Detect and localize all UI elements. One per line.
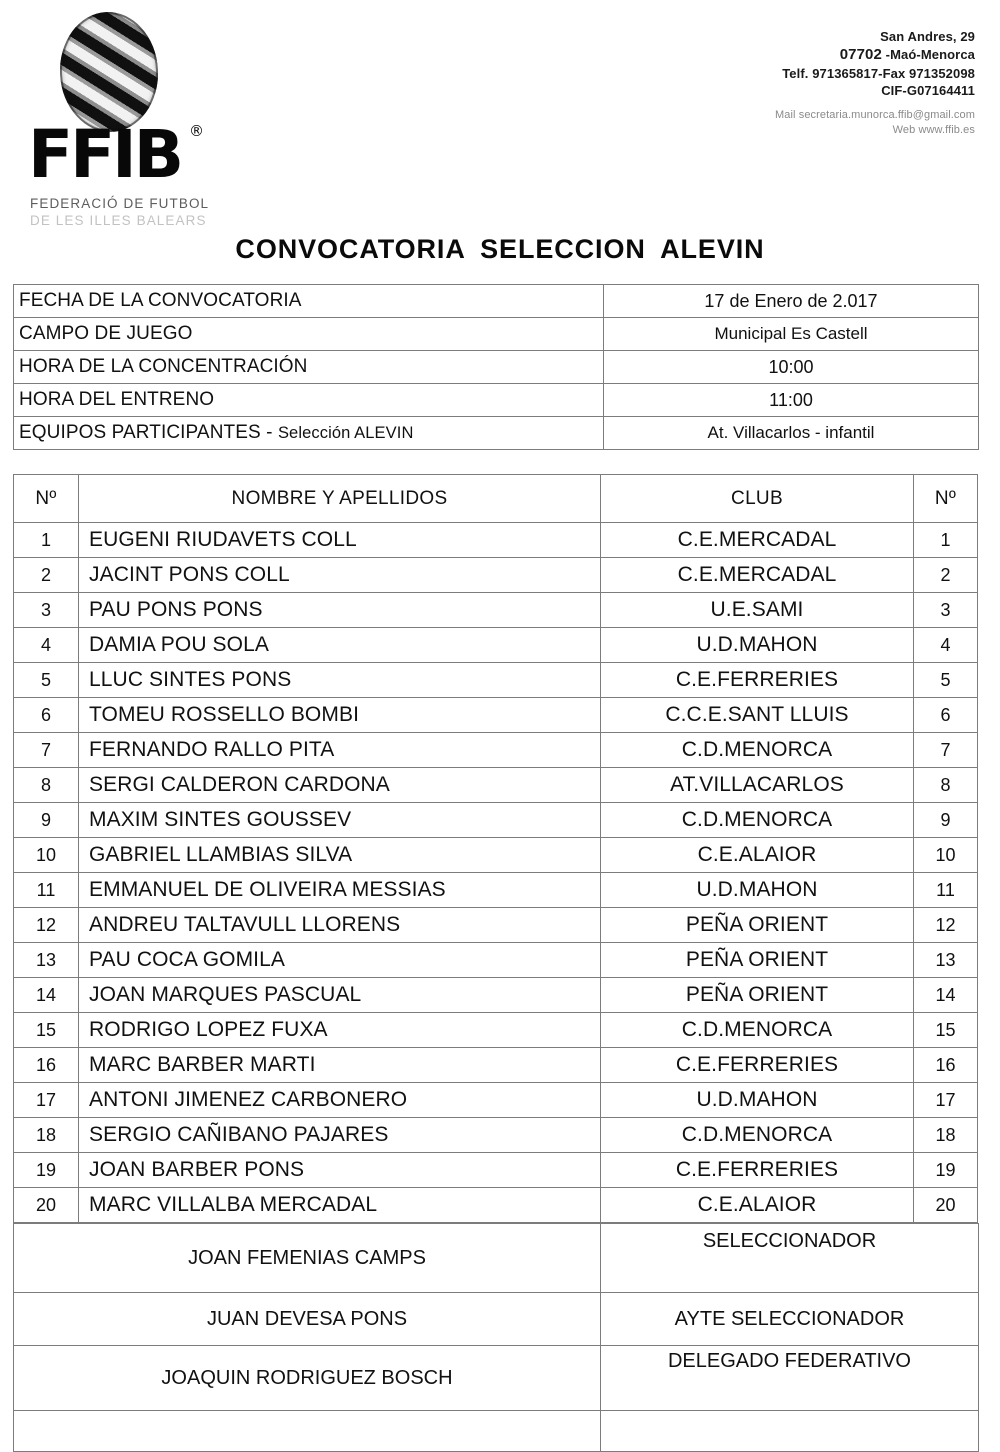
player-num2: 13 (914, 943, 978, 978)
table-gap (13, 450, 978, 474)
player-name: MARC VILLALBA MERCADAL (79, 1188, 601, 1223)
table-row (14, 1048, 978, 1083)
player-num: 15 (14, 1013, 79, 1048)
info-label-entreno: HORA DEL ENTRENO (14, 384, 604, 417)
player-num: 12 (14, 908, 79, 943)
player-num2: 16 (914, 1048, 978, 1083)
staff-name-empty (14, 1411, 601, 1452)
player-name: DAMIA POU SOLA (79, 628, 601, 663)
player-num2: 17 (914, 1083, 978, 1118)
player-num: 19 (14, 1153, 79, 1188)
staff-role: AYTE SELECCIONADOR (601, 1293, 979, 1346)
player-num2: 3 (914, 593, 978, 628)
table-row (14, 768, 978, 803)
player-num2: 12 (914, 908, 978, 943)
table-row (14, 733, 978, 768)
info-value-campo: Municipal Es Castell (604, 318, 979, 351)
info-label-fecha: FECHA DE LA CONVOCATORIA (14, 285, 604, 318)
player-club: C.E.FERRERIES (601, 1048, 914, 1083)
player-num: 1 (14, 523, 79, 558)
table-row (14, 523, 978, 558)
player-name: PAU PONS PONS (79, 593, 601, 628)
roster-body (14, 523, 978, 1223)
player-name: EUGENI RIUDAVETS COLL (79, 523, 601, 558)
player-num: 2 (14, 558, 79, 593)
roster-head (14, 475, 978, 523)
player-name: ANTONI JIMENEZ CARBONERO (79, 1083, 601, 1118)
info-label-equipos-main: EQUIPOS PARTICIPANTES - (19, 422, 278, 443)
info-value-entreno: 11:00 (604, 384, 979, 417)
player-club: U.D.MAHON (601, 873, 914, 908)
letterhead (0, 0, 1000, 228)
player-num2: 2 (914, 558, 978, 593)
address-zip: 07702 (839, 46, 882, 64)
player-name: SERGIO CAÑIBANO PAJARES (79, 1118, 601, 1153)
player-name: PAU COCA GOMILA (79, 943, 601, 978)
player-num2: 5 (914, 663, 978, 698)
document-body (13, 284, 978, 1452)
table-row (14, 1013, 978, 1048)
staff-row-empty (14, 1411, 979, 1452)
table-row (14, 943, 978, 978)
logo-subtitle-line-1: FEDERACIÓ DE FUTBOL (30, 196, 210, 211)
player-name: FERNANDO RALLO PITA (79, 733, 601, 768)
player-club: C.E.MERCADAL (601, 558, 914, 593)
table-row (14, 628, 978, 663)
player-name: JOAN MARQUES PASCUAL (79, 978, 601, 1013)
table-row (14, 698, 978, 733)
address-block (775, 28, 975, 137)
logo-wordmark: FFIB (28, 116, 182, 193)
staff-name: JUAN DEVESA PONS (14, 1293, 601, 1346)
info-row-fecha (14, 285, 979, 318)
table-row (14, 593, 978, 628)
player-name: LLUC SINTES PONS (79, 663, 601, 698)
player-name: JACINT PONS COLL (79, 558, 601, 593)
staff-name: JOAQUIN RODRIGUEZ BOSCH (14, 1346, 601, 1411)
player-num2: 4 (914, 628, 978, 663)
address-cif: CIF-G07164411 (881, 83, 975, 99)
player-name: TOMEU ROSSELLO BOMBI (79, 698, 601, 733)
table-row (14, 663, 978, 698)
column-header-name: NOMBRE Y APELLIDOS (79, 475, 601, 523)
player-num2: 19 (914, 1153, 978, 1188)
address-web: Web www.ffib.es (892, 123, 975, 136)
player-num2: 15 (914, 1013, 978, 1048)
table-row (14, 558, 978, 593)
table-row (14, 803, 978, 838)
info-label-concentracion: HORA DE LA CONCENTRACIÓN (14, 351, 604, 384)
player-name: SERGI CALDERON CARDONA (79, 768, 601, 803)
staff-row-ayte-seleccionador (14, 1293, 979, 1346)
player-club: U.D.MAHON (601, 628, 914, 663)
player-num: 17 (14, 1083, 79, 1118)
player-num: 4 (14, 628, 79, 663)
player-name: JOAN BARBER PONS (79, 1153, 601, 1188)
player-club: U.E.SAMI (601, 593, 914, 628)
player-club: AT.VILLACARLOS (601, 768, 914, 803)
address-mail: Mail secretaria.munorca.ffib@gmail.com (775, 109, 975, 122)
player-club: U.D.MAHON (601, 1083, 914, 1118)
player-num: 11 (14, 873, 79, 908)
staff-table (13, 1223, 979, 1452)
player-club: C.E.FERRERIES (601, 663, 914, 698)
table-row (14, 1188, 978, 1223)
player-num: 16 (14, 1048, 79, 1083)
player-num: 8 (14, 768, 79, 803)
roster-header-row (14, 475, 978, 523)
player-club: C.D.MENORCA (601, 733, 914, 768)
player-num2: 9 (914, 803, 978, 838)
player-club: C.D.MENORCA (601, 1013, 914, 1048)
staff-role: DELEGADO FEDERATIVO (601, 1346, 979, 1411)
info-row-entreno (14, 384, 979, 417)
column-header-num: Nº (14, 475, 79, 523)
address-street: San Andres, 29 (880, 29, 975, 44)
player-name: MARC BARBER MARTI (79, 1048, 601, 1083)
ffib-logo (18, 10, 233, 228)
player-num2: 10 (914, 838, 978, 873)
player-name: GABRIEL LLAMBIAS SILVA (79, 838, 601, 873)
spacer-cell (13, 450, 978, 474)
player-club: C.E.ALAIOR (601, 838, 914, 873)
registered-trademark-icon: ® (189, 122, 204, 140)
player-club: C.C.E.SANT LLUIS (601, 698, 914, 733)
table-row (14, 908, 978, 943)
player-num2: 6 (914, 698, 978, 733)
player-num: 13 (14, 943, 79, 978)
player-name: ANDREU TALTAVULL LLORENS (79, 908, 601, 943)
address-phone-fax: Telf. 971365817-Fax 971352098 (782, 65, 975, 81)
player-num: 18 (14, 1118, 79, 1153)
info-row-concentracion (14, 351, 979, 384)
info-value-concentracion: 10:00 (604, 351, 979, 384)
info-label-equipos-sub: Selección ALEVIN (277, 424, 414, 442)
staff-row-delegado-federativo (14, 1346, 979, 1411)
table-row (14, 1118, 978, 1153)
player-num: 20 (14, 1188, 79, 1223)
staff-role: SELECCIONADOR (601, 1224, 979, 1293)
info-row-equipos (14, 417, 979, 450)
staff-name: JOAN FEMENIAS CAMPS (14, 1224, 601, 1293)
player-club: C.D.MENORCA (601, 1118, 914, 1153)
player-club: PEÑA ORIENT (601, 978, 914, 1013)
player-num2: 14 (914, 978, 978, 1013)
staff-role-empty (601, 1411, 979, 1452)
player-num: 6 (14, 698, 79, 733)
player-num: 3 (14, 593, 79, 628)
player-num2: 1 (914, 523, 978, 558)
info-value-fecha: 17 de Enero de 2.017 (604, 285, 979, 318)
player-roster-table (13, 474, 978, 1223)
spacer-row (13, 450, 978, 474)
player-num2: 11 (914, 873, 978, 908)
player-num: 14 (14, 978, 79, 1013)
player-club: C.D.MENORCA (601, 803, 914, 838)
logo-subtitle-line-2: DE LES ILLES BALEARS (30, 213, 207, 228)
staff-body (14, 1224, 979, 1452)
column-header-club: CLUB (601, 475, 914, 523)
player-club: C.E.ALAIOR (601, 1188, 914, 1223)
info-table-body (14, 285, 979, 450)
player-num2: 8 (914, 768, 978, 803)
address-gap (775, 99, 975, 108)
staff-row-seleccionador (14, 1224, 979, 1293)
player-num: 7 (14, 733, 79, 768)
table-row (14, 1083, 978, 1118)
player-num: 10 (14, 838, 79, 873)
player-num2: 18 (914, 1118, 978, 1153)
column-header-num2: Nº (914, 475, 978, 523)
player-club: C.E.FERRERIES (601, 1153, 914, 1188)
player-name: EMMANUEL DE OLIVEIRA MESSIAS (79, 873, 601, 908)
player-club: PEÑA ORIENT (601, 943, 914, 978)
info-row-campo (14, 318, 979, 351)
player-num2: 7 (914, 733, 978, 768)
info-label-campo: CAMPO DE JUEGO (14, 318, 604, 351)
info-label-equipos (14, 417, 604, 450)
address-city: -Maó-Menorca (885, 47, 975, 63)
player-name: MAXIM SINTES GOUSSEV (79, 803, 601, 838)
player-num2: 20 (914, 1188, 978, 1223)
convocation-info-table (13, 284, 979, 450)
table-row (14, 873, 978, 908)
player-name: RODRIGO LOPEZ FUXA (79, 1013, 601, 1048)
info-value-equipos: At. Villacarlos - infantil (604, 417, 979, 450)
table-row (14, 1153, 978, 1188)
player-num: 5 (14, 663, 79, 698)
table-row (14, 978, 978, 1013)
table-row (14, 838, 978, 873)
page-title: CONVOCATORIA SELECCION ALEVIN (235, 234, 765, 264)
player-num: 9 (14, 803, 79, 838)
player-club: C.E.MERCADAL (601, 523, 914, 558)
player-club: PEÑA ORIENT (601, 908, 914, 943)
address-city-line (775, 45, 975, 65)
